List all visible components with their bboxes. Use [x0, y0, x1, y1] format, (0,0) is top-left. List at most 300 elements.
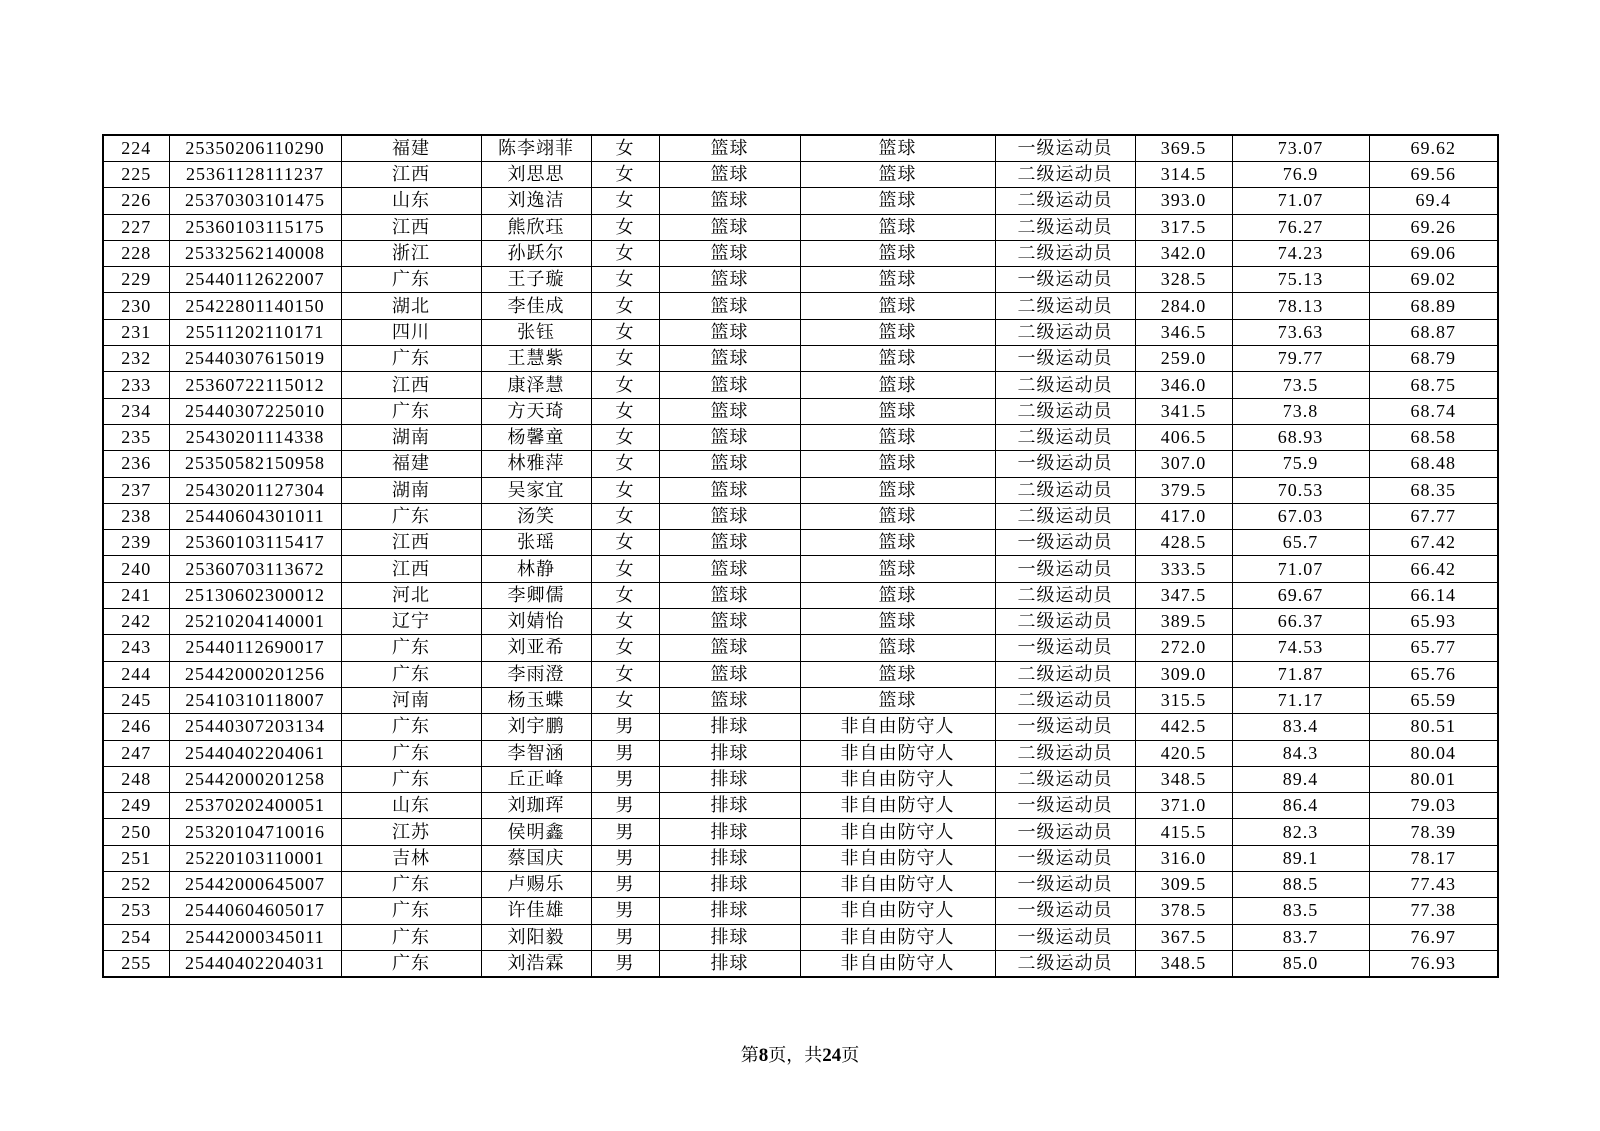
cell-level: 二级运动员	[995, 424, 1135, 450]
table-row	[103, 214, 1498, 240]
cell-name: 刘珈珲	[481, 793, 591, 819]
footer-middle: 页，共	[768, 1045, 823, 1066]
cell-level: 一级运动员	[995, 451, 1135, 477]
table-row	[103, 609, 1498, 635]
cell-score-total: 69.06	[1369, 240, 1498, 266]
cell-score-b: 89.1	[1232, 845, 1369, 871]
table-row	[103, 898, 1498, 924]
cell-sport: 篮球	[659, 503, 800, 529]
cell-sport: 篮球	[659, 319, 800, 345]
cell-province: 广东	[341, 924, 481, 950]
cell-score-total: 78.17	[1369, 845, 1498, 871]
cell-province: 江西	[341, 162, 481, 188]
cell-exam-id: 25130602300012	[169, 582, 341, 608]
cell-position: 非自由防守人	[800, 924, 995, 950]
cell-province: 江西	[341, 214, 481, 240]
cell-name: 刘思思	[481, 162, 591, 188]
cell-position: 篮球	[800, 530, 995, 556]
cell-gender: 女	[591, 582, 659, 608]
cell-score-b: 75.9	[1232, 451, 1369, 477]
cell-province: 河北	[341, 582, 481, 608]
cell-gender: 女	[591, 267, 659, 293]
cell-sport: 篮球	[659, 293, 800, 319]
table-row	[103, 924, 1498, 950]
cell-exam-id: 25410310118007	[169, 687, 341, 713]
cell-name: 汤笑	[481, 503, 591, 529]
cell-position: 非自由防守人	[800, 793, 995, 819]
page-footer	[0, 1041, 1600, 1067]
cell-gender: 女	[591, 135, 659, 162]
cell-seq: 235	[103, 424, 169, 450]
table-row	[103, 793, 1498, 819]
cell-exam-id: 25360703113672	[169, 556, 341, 582]
cell-sport: 篮球	[659, 240, 800, 266]
cell-score-a: 346.0	[1135, 372, 1232, 398]
cell-seq: 248	[103, 766, 169, 792]
cell-position: 篮球	[800, 267, 995, 293]
cell-gender: 男	[591, 950, 659, 977]
cell-score-b: 86.4	[1232, 793, 1369, 819]
cell-seq: 236	[103, 451, 169, 477]
cell-score-a: 317.5	[1135, 214, 1232, 240]
cell-seq: 245	[103, 687, 169, 713]
cell-score-total: 68.89	[1369, 293, 1498, 319]
cell-score-total: 65.77	[1369, 635, 1498, 661]
cell-level: 一级运动员	[995, 819, 1135, 845]
cell-province: 广东	[341, 766, 481, 792]
cell-position: 篮球	[800, 135, 995, 162]
cell-exam-id: 25332562140008	[169, 240, 341, 266]
cell-score-a: 316.0	[1135, 845, 1232, 871]
cell-score-a: 420.5	[1135, 740, 1232, 766]
cell-exam-id: 25360103115417	[169, 530, 341, 556]
cell-exam-id: 25370202400051	[169, 793, 341, 819]
cell-score-total: 68.75	[1369, 372, 1498, 398]
cell-score-a: 378.5	[1135, 898, 1232, 924]
cell-level: 二级运动员	[995, 503, 1135, 529]
cell-sport: 篮球	[659, 661, 800, 687]
cell-position: 篮球	[800, 240, 995, 266]
cell-score-total: 68.58	[1369, 424, 1498, 450]
cell-gender: 男	[591, 714, 659, 740]
cell-level: 一级运动员	[995, 267, 1135, 293]
cell-score-total: 77.38	[1369, 898, 1498, 924]
cell-score-total: 80.51	[1369, 714, 1498, 740]
cell-province: 河南	[341, 687, 481, 713]
cell-name: 林雅萍	[481, 451, 591, 477]
cell-score-b: 73.8	[1232, 398, 1369, 424]
cell-score-a: 341.5	[1135, 398, 1232, 424]
cell-exam-id: 25442000201256	[169, 661, 341, 687]
cell-level: 二级运动员	[995, 477, 1135, 503]
cell-score-a: 315.5	[1135, 687, 1232, 713]
table-row	[103, 819, 1498, 845]
cell-score-a: 379.5	[1135, 477, 1232, 503]
cell-score-a: 406.5	[1135, 424, 1232, 450]
cell-score-b: 78.13	[1232, 293, 1369, 319]
cell-province: 广东	[341, 267, 481, 293]
cell-gender: 女	[591, 503, 659, 529]
cell-exam-id: 25511202110171	[169, 319, 341, 345]
cell-sport: 篮球	[659, 556, 800, 582]
cell-sport: 排球	[659, 950, 800, 977]
cell-level: 一级运动员	[995, 556, 1135, 582]
cell-level: 一级运动员	[995, 793, 1135, 819]
cell-sport: 排球	[659, 898, 800, 924]
cell-exam-id: 25361128111237	[169, 162, 341, 188]
cell-exam-id: 25442000201258	[169, 766, 341, 792]
cell-province: 湖南	[341, 424, 481, 450]
cell-score-b: 89.4	[1232, 766, 1369, 792]
cell-seq: 242	[103, 609, 169, 635]
cell-gender: 男	[591, 740, 659, 766]
cell-score-b: 70.53	[1232, 477, 1369, 503]
table-row	[103, 766, 1498, 792]
cell-gender: 男	[591, 872, 659, 898]
cell-score-a: 259.0	[1135, 346, 1232, 372]
cell-score-a: 333.5	[1135, 556, 1232, 582]
cell-name: 孙跃尔	[481, 240, 591, 266]
cell-name: 林静	[481, 556, 591, 582]
cell-level: 二级运动员	[995, 661, 1135, 687]
cell-province: 广东	[341, 503, 481, 529]
cell-exam-id: 25440402204061	[169, 740, 341, 766]
cell-level: 一级运动员	[995, 635, 1135, 661]
cell-seq: 250	[103, 819, 169, 845]
cell-score-b: 79.77	[1232, 346, 1369, 372]
cell-score-b: 69.67	[1232, 582, 1369, 608]
cell-name: 刘逸洁	[481, 188, 591, 214]
cell-score-a: 393.0	[1135, 188, 1232, 214]
cell-seq: 240	[103, 556, 169, 582]
cell-sport: 篮球	[659, 135, 800, 162]
cell-score-total: 65.59	[1369, 687, 1498, 713]
table-row	[103, 293, 1498, 319]
cell-position: 篮球	[800, 556, 995, 582]
cell-province: 广东	[341, 714, 481, 740]
cell-score-a: 371.0	[1135, 793, 1232, 819]
cell-position: 非自由防守人	[800, 714, 995, 740]
cell-level: 一级运动员	[995, 714, 1135, 740]
cell-position: 篮球	[800, 372, 995, 398]
table-row	[103, 240, 1498, 266]
cell-score-total: 69.56	[1369, 162, 1498, 188]
cell-score-a: 346.5	[1135, 319, 1232, 345]
cell-gender: 女	[591, 477, 659, 503]
cell-seq: 224	[103, 135, 169, 162]
table-row	[103, 872, 1498, 898]
table-row	[103, 188, 1498, 214]
cell-score-total: 76.97	[1369, 924, 1498, 950]
cell-score-total: 68.48	[1369, 451, 1498, 477]
cell-score-b: 71.17	[1232, 687, 1369, 713]
cell-gender: 女	[591, 635, 659, 661]
cell-level: 二级运动员	[995, 214, 1135, 240]
cell-exam-id: 25350582150958	[169, 451, 341, 477]
cell-score-b: 73.07	[1232, 135, 1369, 162]
cell-score-b: 71.87	[1232, 661, 1369, 687]
cell-seq: 229	[103, 267, 169, 293]
footer-prefix: 第	[740, 1045, 759, 1066]
cell-score-b: 71.07	[1232, 188, 1369, 214]
cell-gender: 男	[591, 793, 659, 819]
table-row	[103, 530, 1498, 556]
cell-level: 二级运动员	[995, 319, 1135, 345]
cell-score-total: 68.35	[1369, 477, 1498, 503]
cell-level: 一级运动员	[995, 898, 1135, 924]
cell-score-total: 66.14	[1369, 582, 1498, 608]
cell-score-total: 69.02	[1369, 267, 1498, 293]
cell-score-b: 71.07	[1232, 556, 1369, 582]
cell-sport: 排球	[659, 845, 800, 871]
cell-sport: 排球	[659, 872, 800, 898]
cell-level: 二级运动员	[995, 188, 1135, 214]
cell-level: 一级运动员	[995, 924, 1135, 950]
cell-seq: 247	[103, 740, 169, 766]
cell-gender: 女	[591, 530, 659, 556]
cell-score-a: 348.5	[1135, 766, 1232, 792]
cell-level: 二级运动员	[995, 687, 1135, 713]
cell-name: 李卿儒	[481, 582, 591, 608]
cell-position: 篮球	[800, 188, 995, 214]
cell-score-b: 83.4	[1232, 714, 1369, 740]
cell-position: 篮球	[800, 293, 995, 319]
cell-score-a: 428.5	[1135, 530, 1232, 556]
cell-seq: 249	[103, 793, 169, 819]
table-row	[103, 714, 1498, 740]
cell-level: 一级运动员	[995, 845, 1135, 871]
cell-sport: 篮球	[659, 424, 800, 450]
cell-score-total: 80.04	[1369, 740, 1498, 766]
cell-score-b: 74.53	[1232, 635, 1369, 661]
cell-score-b: 76.27	[1232, 214, 1369, 240]
footer-suffix: 页	[841, 1045, 860, 1066]
cell-level: 二级运动员	[995, 398, 1135, 424]
cell-province: 福建	[341, 451, 481, 477]
cell-position: 非自由防守人	[800, 845, 995, 871]
cell-score-total: 69.4	[1369, 188, 1498, 214]
cell-province: 湖北	[341, 293, 481, 319]
cell-seq: 233	[103, 372, 169, 398]
cell-name: 刘阳毅	[481, 924, 591, 950]
cell-province: 广东	[341, 661, 481, 687]
cell-score-b: 85.0	[1232, 950, 1369, 977]
cell-sport: 排球	[659, 766, 800, 792]
cell-exam-id: 25350206110290	[169, 135, 341, 162]
cell-score-total: 77.43	[1369, 872, 1498, 898]
cell-seq: 234	[103, 398, 169, 424]
cell-level: 二级运动员	[995, 766, 1135, 792]
cell-score-b: 88.5	[1232, 872, 1369, 898]
cell-name: 杨玉蝶	[481, 687, 591, 713]
cell-position: 篮球	[800, 661, 995, 687]
cell-score-a: 415.5	[1135, 819, 1232, 845]
cell-level: 一级运动员	[995, 872, 1135, 898]
table-row	[103, 372, 1498, 398]
cell-seq: 251	[103, 845, 169, 871]
cell-gender: 女	[591, 556, 659, 582]
cell-province: 吉林	[341, 845, 481, 871]
cell-level: 一级运动员	[995, 530, 1135, 556]
cell-exam-id: 25210204140001	[169, 609, 341, 635]
cell-seq: 238	[103, 503, 169, 529]
cell-position: 篮球	[800, 582, 995, 608]
cell-seq: 239	[103, 530, 169, 556]
cell-gender: 男	[591, 898, 659, 924]
cell-gender: 女	[591, 346, 659, 372]
cell-name: 刘浩霖	[481, 950, 591, 977]
table-row	[103, 135, 1498, 162]
cell-level: 二级运动员	[995, 950, 1135, 977]
cell-name: 杨馨童	[481, 424, 591, 450]
cell-position: 非自由防守人	[800, 766, 995, 792]
cell-score-total: 80.01	[1369, 766, 1498, 792]
cell-exam-id: 25440604605017	[169, 898, 341, 924]
cell-score-b: 73.5	[1232, 372, 1369, 398]
cell-sport: 篮球	[659, 477, 800, 503]
cell-gender: 女	[591, 398, 659, 424]
cell-province: 广东	[341, 898, 481, 924]
cell-name: 许佳雄	[481, 898, 591, 924]
cell-gender: 女	[591, 424, 659, 450]
cell-score-total: 69.62	[1369, 135, 1498, 162]
cell-seq: 227	[103, 214, 169, 240]
cell-position: 篮球	[800, 346, 995, 372]
cell-exam-id: 25440307225010	[169, 398, 341, 424]
cell-score-total: 66.42	[1369, 556, 1498, 582]
cell-province: 浙江	[341, 240, 481, 266]
cell-score-total: 69.26	[1369, 214, 1498, 240]
cell-province: 山东	[341, 188, 481, 214]
cell-score-total: 67.77	[1369, 503, 1498, 529]
cell-level: 二级运动员	[995, 372, 1135, 398]
cell-score-total: 68.74	[1369, 398, 1498, 424]
cell-province: 四川	[341, 319, 481, 345]
cell-province: 江西	[341, 556, 481, 582]
cell-exam-id: 25360103115175	[169, 214, 341, 240]
cell-province: 江西	[341, 530, 481, 556]
table-row	[103, 477, 1498, 503]
cell-exam-id: 25440307203134	[169, 714, 341, 740]
cell-score-a: 342.0	[1135, 240, 1232, 266]
cell-score-b: 76.9	[1232, 162, 1369, 188]
table-row	[103, 267, 1498, 293]
cell-province: 江西	[341, 372, 481, 398]
cell-gender: 女	[591, 661, 659, 687]
cell-province: 广东	[341, 346, 481, 372]
cell-seq: 241	[103, 582, 169, 608]
cell-name: 王子璇	[481, 267, 591, 293]
cell-level: 二级运动员	[995, 609, 1135, 635]
cell-name: 张瑶	[481, 530, 591, 556]
cell-position: 篮球	[800, 635, 995, 661]
cell-seq: 252	[103, 872, 169, 898]
cell-gender: 女	[591, 188, 659, 214]
cell-gender: 男	[591, 845, 659, 871]
cell-score-a: 367.5	[1135, 924, 1232, 950]
cell-gender: 男	[591, 819, 659, 845]
cell-level: 二级运动员	[995, 740, 1135, 766]
cell-score-a: 272.0	[1135, 635, 1232, 661]
cell-score-b: 84.3	[1232, 740, 1369, 766]
cell-sport: 篮球	[659, 609, 800, 635]
cell-gender: 女	[591, 293, 659, 319]
cell-score-a: 347.5	[1135, 582, 1232, 608]
cell-gender: 女	[591, 451, 659, 477]
cell-level: 二级运动员	[995, 162, 1135, 188]
cell-score-b: 74.23	[1232, 240, 1369, 266]
cell-province: 山东	[341, 793, 481, 819]
cell-province: 广东	[341, 398, 481, 424]
cell-score-a: 389.5	[1135, 609, 1232, 635]
cell-seq: 228	[103, 240, 169, 266]
cell-position: 篮球	[800, 398, 995, 424]
cell-name: 侯明鑫	[481, 819, 591, 845]
cell-exam-id: 25370303101475	[169, 188, 341, 214]
table-row	[103, 661, 1498, 687]
cell-position: 非自由防守人	[800, 950, 995, 977]
footer-total-pages: 24	[822, 1045, 842, 1066]
cell-province: 广东	[341, 635, 481, 661]
cell-name: 李雨澄	[481, 661, 591, 687]
table-row	[103, 424, 1498, 450]
cell-sport: 排球	[659, 924, 800, 950]
table-row	[103, 582, 1498, 608]
cell-sport: 篮球	[659, 188, 800, 214]
cell-name: 丘正峰	[481, 766, 591, 792]
cell-score-a: 442.5	[1135, 714, 1232, 740]
cell-seq: 237	[103, 477, 169, 503]
cell-exam-id: 25440112622007	[169, 267, 341, 293]
cell-seq: 226	[103, 188, 169, 214]
cell-score-a: 348.5	[1135, 950, 1232, 977]
cell-name: 李智涵	[481, 740, 591, 766]
cell-seq: 230	[103, 293, 169, 319]
cell-name: 李佳成	[481, 293, 591, 319]
cell-sport: 篮球	[659, 346, 800, 372]
cell-name: 卢赐乐	[481, 872, 591, 898]
cell-province: 广东	[341, 950, 481, 977]
data-table	[102, 134, 1499, 978]
cell-score-b: 83.7	[1232, 924, 1369, 950]
cell-exam-id: 25360722115012	[169, 372, 341, 398]
cell-seq: 244	[103, 661, 169, 687]
table-row	[103, 635, 1498, 661]
table-row	[103, 319, 1498, 345]
cell-position: 非自由防守人	[800, 872, 995, 898]
cell-gender: 女	[591, 319, 659, 345]
cell-sport: 篮球	[659, 582, 800, 608]
cell-name: 刘宇鹏	[481, 714, 591, 740]
table-row	[103, 556, 1498, 582]
table-row	[103, 740, 1498, 766]
cell-score-a: 314.5	[1135, 162, 1232, 188]
cell-gender: 女	[591, 372, 659, 398]
cell-sport: 篮球	[659, 451, 800, 477]
cell-level: 二级运动员	[995, 293, 1135, 319]
cell-seq: 254	[103, 924, 169, 950]
cell-seq: 231	[103, 319, 169, 345]
cell-position: 篮球	[800, 214, 995, 240]
cell-gender: 女	[591, 214, 659, 240]
cell-level: 一级运动员	[995, 135, 1135, 162]
cell-sport: 篮球	[659, 530, 800, 556]
cell-score-a: 307.0	[1135, 451, 1232, 477]
cell-name: 陈李翊菲	[481, 135, 591, 162]
cell-score-b: 73.63	[1232, 319, 1369, 345]
cell-seq: 255	[103, 950, 169, 977]
cell-province: 福建	[341, 135, 481, 162]
